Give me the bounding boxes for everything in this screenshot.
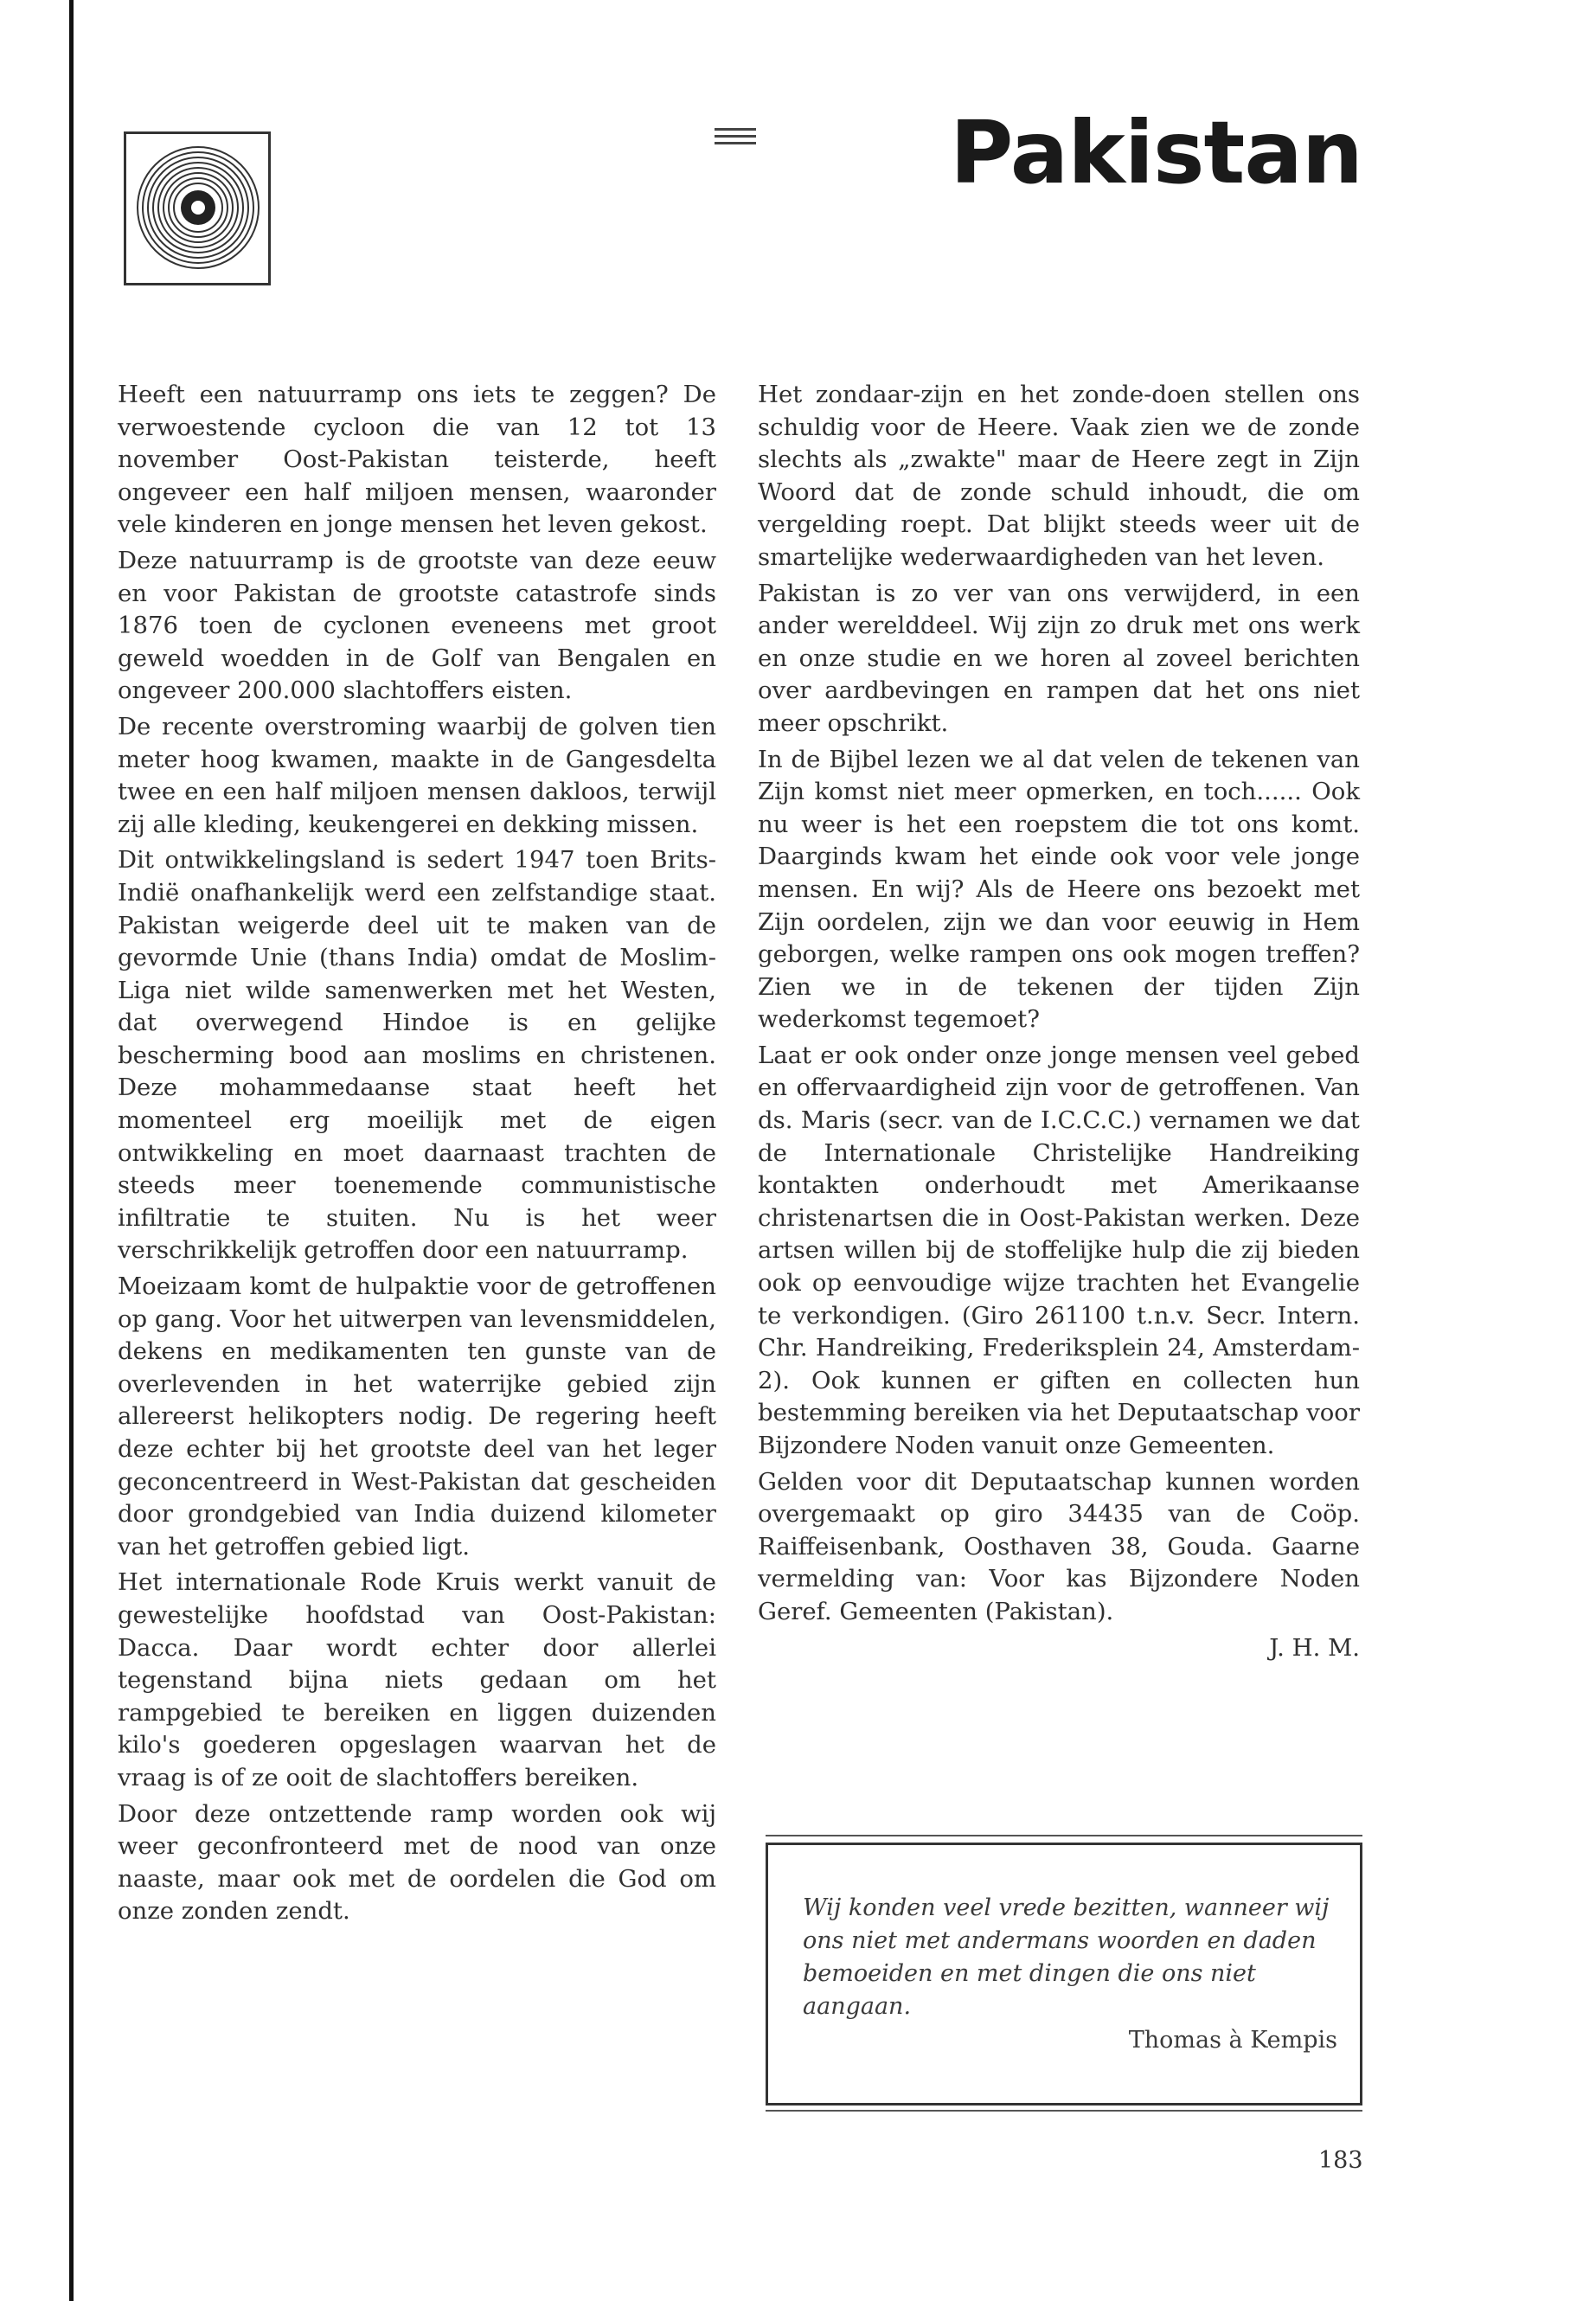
binding-edge <box>69 0 74 2301</box>
page-number: 183 <box>1318 2147 1363 2174</box>
article-paragraph: In de Bijbel lezen we al dat velen de tekenen van Zijn komst niet meer opmerken, en toch...... Ook nu weer is het een roepstem die tot ons komt. Daarginds kwam het einde ook voor vele jonge mensen. En wij? Als de Heere ons bezoekt met Zijn oordelen, zijn we dan voor eeuwig in Hem geborgen, welke rampen ons ook mogen treffen? Zien we in de tekenen der tijden Zijn wederkomst tegemoet? <box>758 745 1360 1034</box>
quote-text: Wij konden veel vrede bezitten, wanneer wij ons niet met andermans woorden en daden bemoeiden en met dingen die ons niet aangaan. <box>803 1894 1330 2020</box>
article-paragraph: Door deze ontzettende ramp worden ook wij weer geconfronteerd met de nood van onze naaste, maar ook met de oordelen die God om onze zonden zendt. <box>118 1799 716 1926</box>
article-paragraph: Pakistan is zo ver van ons verwijderd, in een ander werelddeel. Wij zijn zo druk met ons werk en onze studie en we horen al zoveel berichten over aardbevingen en rampen dat het ons niet meer opschrikt. <box>758 579 1360 737</box>
article-paragraph: Gelden voor dit Deputaatschap kunnen worden overgemaakt op giro 34435 van de Coöp. Raiffeisenbank, Oosthaven 38, Gouda. Gaarne vermelding van: Voor kas Bijzondere Noden Geref. Gemeenten (Pakistan). <box>758 1467 1360 1625</box>
article-left-column <box>118 379 716 1932</box>
article-paragraph: Laat er ook onder onze jonge mensen veel gebed en offervaardigheid zijn voor de getroffenen. Van ds. Maris (secr. van de I.C.C.C.) vernamen we dat de Internationale Christelijke Handreiking kontakten onderhoudt met Amerikaanse christenartsen die in Oost-Pakistan werken. Deze artsen willen bij de stoffelijke hulp die zij bieden ook op eenvoudige wijze trachten het Evangelie te verkondigen. (Giro 261100 t.n.v. Secr. Intern. Chr. Handreiking, Frederiksplein 24, Amsterdam-2). Ook kunnen er giften en collecten hun bestemming bereiken via het Deputaatschap voor Bijzondere Noden vanuit onze Gemeenten. <box>758 1041 1360 1459</box>
article-paragraph: De recente overstroming waarbij de golven tien meter hoog kwamen, maakte in de Gangesdelta twee en een half miljoen mensen dakloos, terwijl zij alle kleding, keukengerei en dekking missen. <box>118 712 716 838</box>
header-ornament <box>715 128 756 152</box>
quote-box <box>766 1843 1362 2106</box>
article-paragraph: Moeizaam komt de hulpaktie voor de getroffenen op gang. Voor het uitwerpen van levensmiddelen, dekens en medikamenten ten gunste van de overlevenden in het waterrijke gebied zijn allereerst helikopters nodig. De regering heeft deze echter bij het grootste deel van het leger geconcentreerd in West-Pakistan dat gescheiden door grondgebied van India duizend kilometer van het getroffen gebied ligt. <box>118 1272 716 1561</box>
page-title: Pakistan <box>950 102 1362 203</box>
article-right-column <box>758 379 1360 1668</box>
article-paragraph: Het zondaar-zijn en het zonde-doen stellen ons schuldig voor de Heere. Vaak zien we de zonde slechts als „zwakte" maar de Heere zegt in Zijn Woord dat de zonde schuld inhoudt, die om vergelding roept. Dat blijkt steeds weer uit de smartelijke wederwaardigheden van het leven. <box>758 381 1360 571</box>
article-paragraph: Heeft een natuurramp ons iets te zeggen? De verwoestende cycloon die van 12 tot 13 november Oost-Pakistan teisterde, heeft ongeveer een half miljoen mensen, waaronder vele kinderen en jonge mensen het leven gekost. <box>118 381 716 539</box>
article-paragraph: Dit ontwikkelingsland is sedert 1947 toen Brits-Indië onafhankelijk werd een zelfstandige staat. Pakistan weigerde deel uit te maken van de gevormde Unie (thans India) omdat de Moslim-Liga niet wilde samenwerken met het Westen, dat overwegend Hindoe is en gelijke bescherming bood aan moslims en christenen. Deze mohammedaanse staat heeft het momenteel erg moeilijk met de eigen ontwikkeling en moet daarnaast trachten de steeds meer toenemende communistische infiltratie te stuiten. Nu is het weer verschrikkelijk getroffen door een natuurramp. <box>118 846 716 1265</box>
article-paragraph: Deze natuurramp is de grootste van deze eeuw en voor Pakistan de grootste catastrofe sinds 1876 toen de cyclonen eveneens met groot geweld woedden in de Golf van Bengalen en ongeveer 200.000 slachtoffers eisten. <box>118 546 716 705</box>
concentric-circles-logo-icon <box>133 143 263 272</box>
author-signature: J. H. M. <box>1269 1633 1360 1662</box>
quote-author: Thomas à Kempis <box>1128 2027 1337 2054</box>
magazine-logo <box>124 131 271 285</box>
article-paragraph: Het internationale Rode Kruis werkt vanuit de gewestelijke hoofdstad van Oost-Pakistan: Dacca. Daar wordt echter door allerlei tegenstand bijna niets gedaan om het rampgebied te bereiken en liggen duizenden kilo's goederen opgeslagen waarvan het de vraag is of ze ooit de slachtoffers bereiken. <box>118 1568 716 1791</box>
